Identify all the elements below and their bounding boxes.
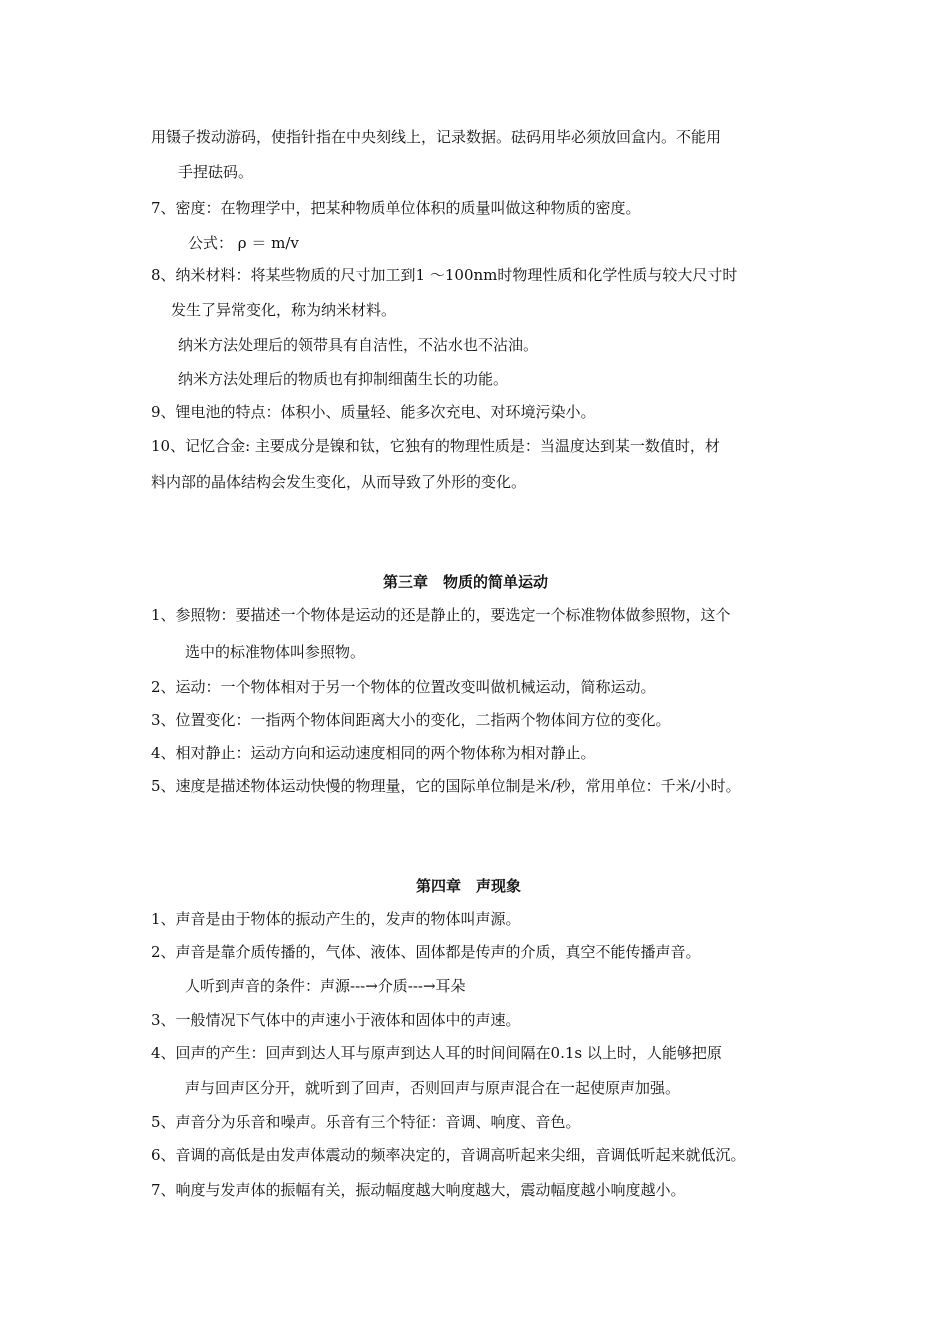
- chapter-3-title: 第三章 物质的简单运动: [383, 573, 549, 591]
- text-line: 7、密度：在物理学中，把某种物质单位体积的质量叫做这种物质的密度。: [151, 199, 641, 217]
- text-line: 3、位置变化：一指两个物体间距离大小的变化，二指两个物体间方位的变化。: [151, 711, 671, 729]
- text-line: 3、一般情况下气体中的声速小于液体和固体中的声速。: [151, 1011, 521, 1029]
- text-line: 选中的标准物体叫参照物。: [185, 643, 366, 661]
- text-line: 2、运动：一个物体相对于另一个物体的位置改变叫做机械运动，简称运动。: [151, 678, 656, 696]
- text-line: 4、相对静止：运动方向和运动速度相同的两个物体称为相对静止。: [151, 744, 596, 762]
- text-line: 9、锂电池的特点：体积小、质量轻、能多次充电、对环境污染小。: [151, 403, 596, 421]
- text-line: 2、声音是靠介质传播的，气体、液体、固体都是传声的介质，真空不能传播声音。: [151, 943, 701, 961]
- text-line: 5、速度是描述物体运动快慢的物理量，它的国际单位制是米/秒，常用单位：千米/小时。: [151, 777, 741, 795]
- text-line: 6、音调的高低是由发声体震动的频率决定的，音调高听起来尖细，音调低听起来就低沉。: [151, 1146, 746, 1164]
- text-line: 发生了异常变化，称为纳米材料。: [171, 301, 397, 319]
- text-line: 用镊子拨动游码，使指针指在中央刻线上，记录数据。砝码用毕必须放回盒内。不能用: [151, 128, 722, 146]
- text-line: 10、记忆合金: 主要成分是镍和钛，它独有的物理性质是：当温度达到某一数值时，材: [151, 437, 720, 455]
- text-line: 8、纳米材料：将某些物质的尺寸加工到1 ～100nm时物理性质和化学性质与较大尺寸时: [151, 266, 738, 284]
- text-line: 手捏砝码。: [178, 163, 254, 181]
- text-line: 人听到声音的条件：声源---→介质---→耳朵: [185, 977, 466, 995]
- text-line: 料内部的晶体结构会发生变化，从而导致了外形的变化。: [151, 473, 527, 491]
- text-line: 纳米方法处理后的物质也有抑制细菌生长的功能。: [178, 370, 509, 388]
- text-line: 7、响度与发声体的振幅有关，振动幅度越大响度越大，震动幅度越小响度越小。: [151, 1181, 686, 1199]
- text-line: 5、声音分为乐音和噪声。乐音有三个特征：音调、响度、音色。: [151, 1113, 581, 1131]
- chapter-4-title: 第四章 声现象: [416, 877, 522, 895]
- text-line: 声与回声区分开，就听到了回声，否则回声与原声混合在一起使原声加强。: [185, 1079, 681, 1097]
- formula-line: 公式： ρ ＝ m/v: [188, 234, 299, 252]
- text-line: 4、回声的产生：回声到达人耳与原声到达人耳的时间间隔在0.1s 以上时，人能够把原: [151, 1044, 722, 1062]
- text-line: 纳米方法处理后的领带具有自洁性，不沾水也不沾油。: [178, 336, 539, 354]
- text-line: 1、参照物：要描述一个物体是运动的还是静止的，要选定一个标准物体做参照物，这个: [151, 606, 731, 624]
- text-line: 1、声音是由于物体的振动产生的，发声的物体叫声源。: [151, 910, 521, 928]
